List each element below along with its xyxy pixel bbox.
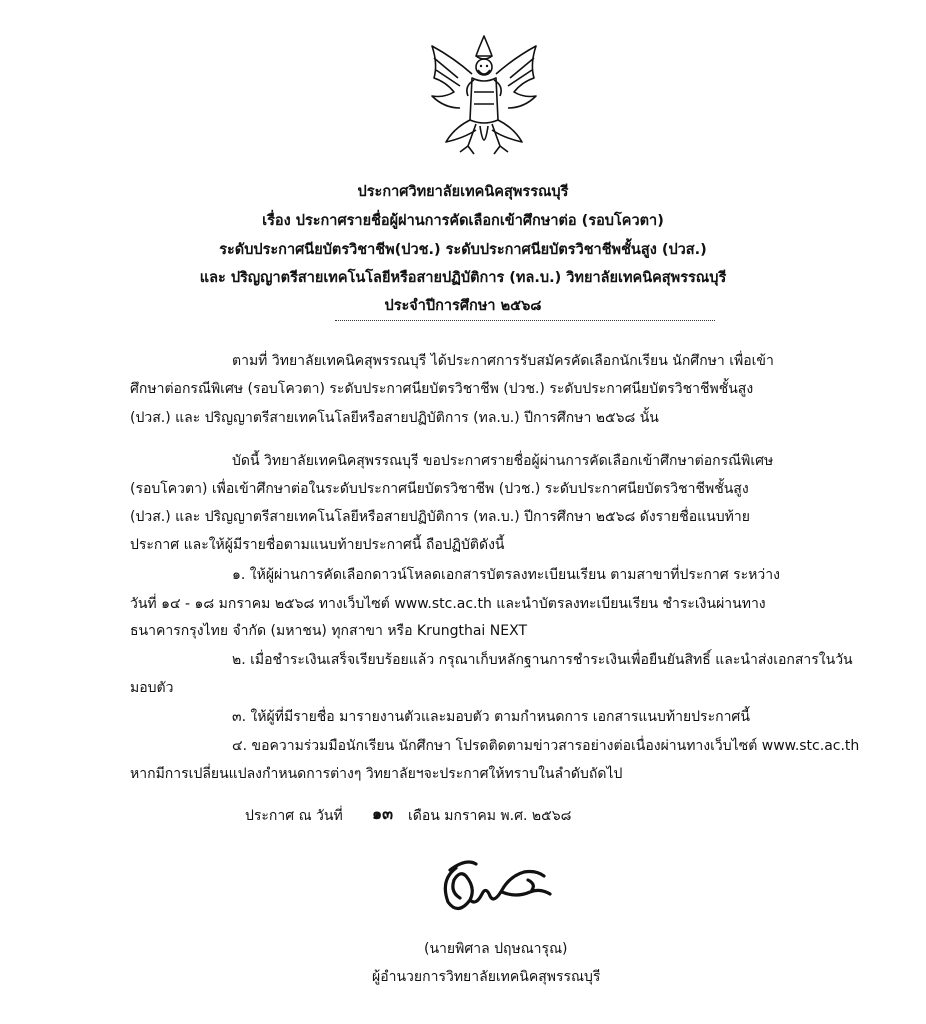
paragraph-2-line: (รอบโควตา) เพื่อเข้าศึกษาต่อในระดับประกาศนียบัตรวิชาชีพ (ปวช.) ระดับประกาศนียบัตรวิชาชีพชั้นสูง: [130, 481, 749, 497]
paragraph-1-line: ตามที่ วิทยาลัยเทคนิคสุพรรณบุรี ได้ประกาศการรับสมัครคัดเลือกนักเรียน นักศึกษา เพื่อเข้า: [232, 353, 774, 369]
item-1-line: วันที่ ๑๔ - ๑๘ มกราคม ๒๕๖๘ ทางเว็บไซต์ www.stc.ac.th และนำบัตรลงทะเบียนเรียน ชำระเงินผ่านทาง: [130, 596, 766, 612]
announcement-degree-line: และ ปริญญาตรีสายเทคโนโลยีหรือสายปฏิบัติการ (ทล.บ.) วิทยาลัยเทคนิคสุพรรณบุรี: [199, 270, 727, 286]
announce-date-rest: เดือน มกราคม พ.ศ. ๒๕๖๘: [408, 808, 572, 824]
paragraph-1-line: (ปวส.) และ ปริญญาตรีสายเทคโนโลยีหรือสายปฏิบัติการ (ทล.บ.) ปีการศึกษา ๒๕๖๘ นั้น: [130, 410, 659, 426]
handwritten-signature: [432, 850, 562, 930]
signatory-name: (นายพิศาล ปฤษณารุณ): [424, 941, 568, 957]
announcement-level-line: ระดับประกาศนียบัตรวิชาชีพ(ปวช.) ระดับประกาศนียบัตรวิชาชีพชั้นสูง (ปวส.): [219, 242, 707, 258]
announcement-title: ประกาศวิทยาลัยเทคนิคสุพรรณบุรี: [357, 184, 569, 200]
announcement-subject: เรื่อง ประกาศรายชื่อผู้ผ่านการคัดเลือกเข้าศึกษาต่อ (รอบโควตา): [262, 213, 664, 229]
announce-day: ๑๓: [372, 804, 394, 823]
garuda-emblem: [424, 34, 544, 160]
item-3-line: ๓. ให้ผู้ที่มีรายชื่อ มารายงานตัวและมอบตัว ตามกำหนดการ เอกสารแนบท้ายประกาศนี้: [232, 709, 750, 725]
signatory-position: ผู้อำนวยการวิทยาลัยเทคนิคสุพรรณบุรี: [372, 969, 601, 985]
item-1-line: ธนาคารกรุงไทย จำกัด (มหาชน) ทุกสาขา หรือ Krungthai NEXT: [130, 623, 527, 639]
paragraph-2-line: (ปวส.) และ ปริญญาตรีสายเทคโนโลยีหรือสายปฏิบัติการ (ทล.บ.) ปีการศึกษา ๒๕๖๘ ดังรายชื่อแนบท้าย: [130, 509, 750, 525]
paragraph-2-line: ประกาศ และให้ผู้มีรายชื่อตามแนบท้ายประกาศนี้ ถือปฏิบัติดังนี้: [130, 537, 505, 553]
paragraph-2-line: บัดนี้ วิทยาลัยเทคนิคสุพรรณบุรี ขอประกาศรายชื่อผู้ผ่านการคัดเลือกเข้าศึกษาต่อกรณีพิเศษ: [232, 453, 774, 469]
paragraph-1-line: ศึกษาต่อกรณีพิเศษ (รอบโควตา) ระดับประกาศนียบัตรวิชาชีพ (ปวช.) ระดับประกาศนียบัตรวิชาชีพชั้นสูง: [130, 381, 754, 397]
item-4-line: หากมีการเปลี่ยนแปลงกำหนดการต่างๆ วิทยาลัยฯจะประกาศให้ทราบในลำดับถัดไป: [130, 766, 623, 782]
item-2-line: ๒. เมื่อชำระเงินเสร็จเรียบร้อยแล้ว กรุณาเก็บหลักฐานการชำระเงินเพื่อยืนยันสิทธิ์ และนำส่งเอกสารในวัน: [232, 652, 853, 668]
dotted-divider: [335, 320, 715, 321]
item-4-line: ๔. ขอความร่วมมือนักเรียน นักศึกษา โปรดติดตามข่าวสารอย่างต่อเนื่องผ่านทางเว็บไซต์ www.stc.ac.th: [232, 738, 860, 754]
item-1-line: ๑. ให้ผู้ผ่านการคัดเลือกดาวน์โหลดเอกสารบัตรลงทะเบียนเรียน ตามสาขาที่ประกาศ ระหว่าง: [232, 567, 780, 583]
announce-date-prefix: ประกาศ ณ วันที่: [245, 808, 343, 824]
item-2-line: มอบตัว: [130, 680, 174, 696]
announcement-year: ประจำปีการศึกษา ๒๕๖๘: [384, 298, 542, 314]
